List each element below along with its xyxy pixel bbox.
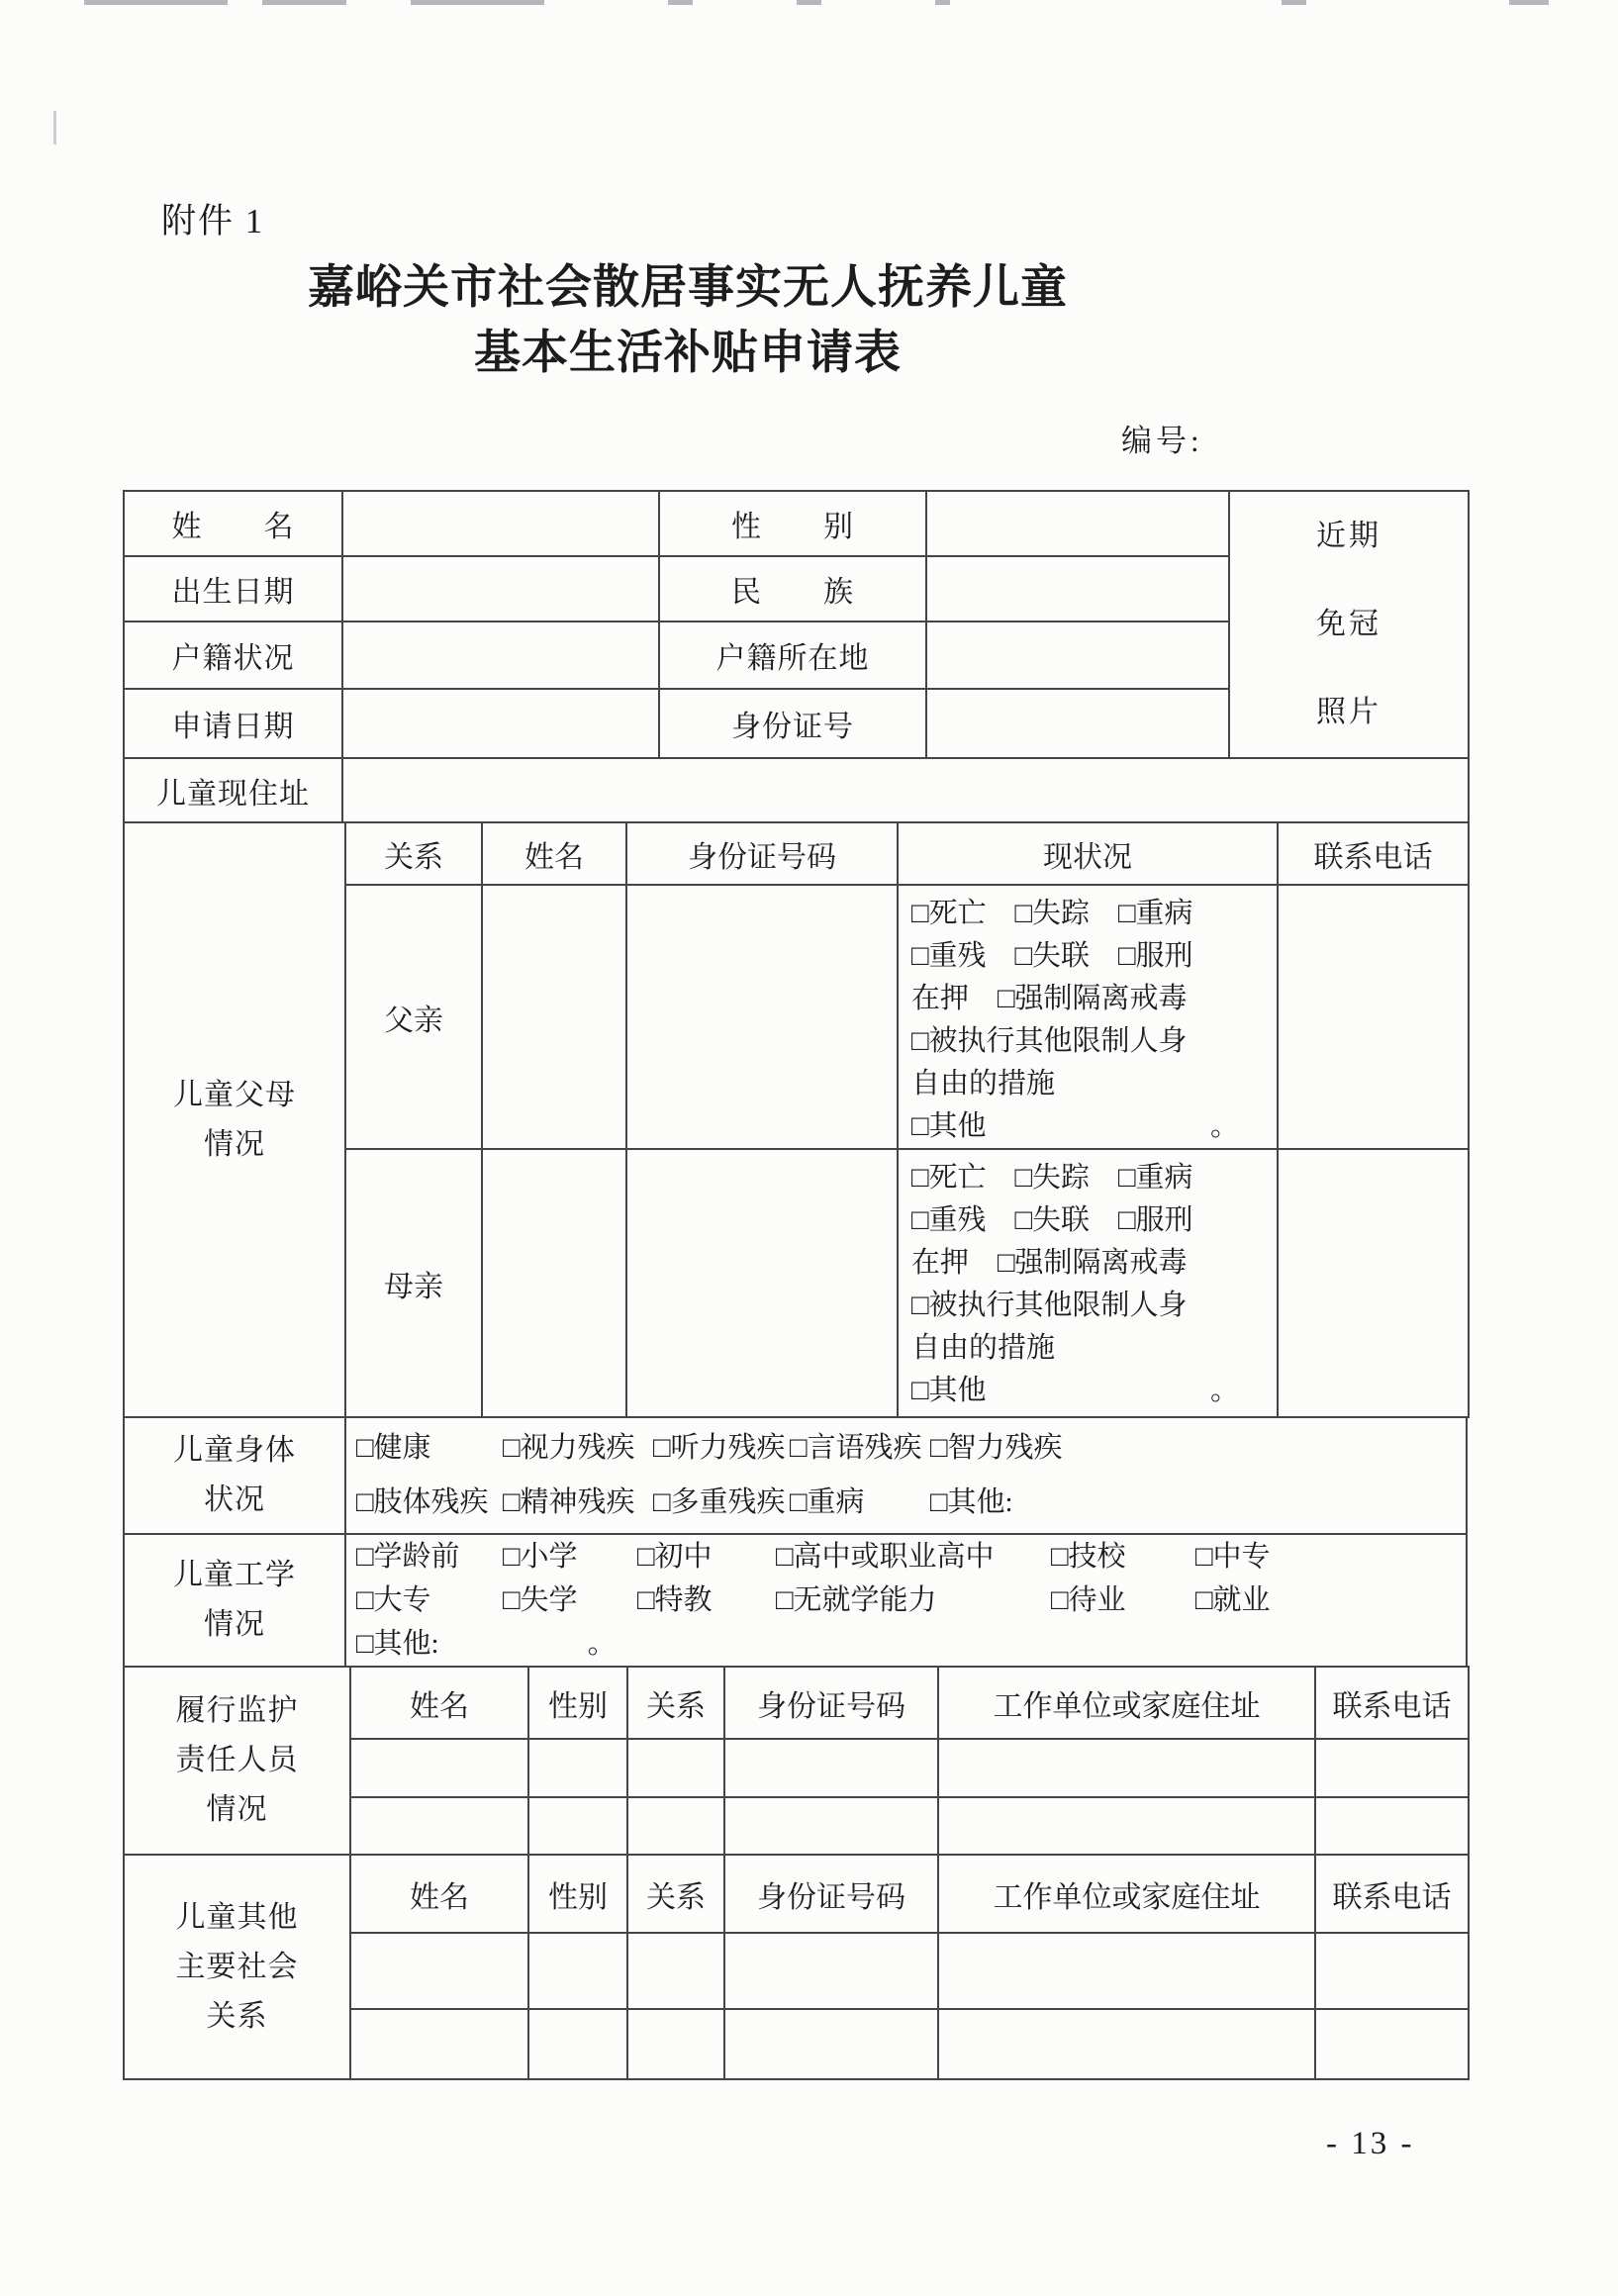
scan-artifact [1282,0,1306,5]
checkbox-option: □高中或职业高中 [776,1541,995,1573]
application-form [123,490,1468,2080]
status-other-period: 。 [1209,1110,1239,1142]
status-checkbox-line: □重残 □失联 □服刑 [911,940,1193,972]
parents-table [123,821,1470,1418]
social-id-cell [724,2009,938,2079]
social-relation-cell [627,2009,724,2079]
scan-artifact [411,0,544,5]
apply-date-label: 申请日期 [124,689,342,758]
social-section-label-line: 儿童其他 [175,1900,299,1934]
schooling-other-period: 。 [587,1628,617,1660]
scan-artifact [53,111,56,144]
health-section-label-line: 儿童身体 [173,1434,296,1467]
guardian-section-label-line: 履行监护 [175,1694,299,1727]
table-row [124,758,1469,822]
col-header-gender: 性别 [528,1855,627,1933]
checkbox-option: □健康 [356,1432,431,1464]
household-status-label: 户籍状况 [124,622,342,688]
mother-name-cell [482,1149,626,1417]
social-gender-cell [528,1933,627,2009]
document-title [123,255,1253,386]
col-header-name: 姓名 [482,822,626,885]
social-section-label-line: 主要社会 [175,1950,299,1983]
social-gender-cell [528,2009,627,2079]
table-row [124,1667,1469,1739]
table-row [124,1855,1469,1933]
scan-artifact [1509,0,1549,5]
checkbox-option: □多重残疾 [653,1486,786,1518]
household-status-value-cell [342,622,659,688]
table-row [124,1417,1467,1534]
social-section-label [124,1855,350,2079]
guardian-name-cell [350,1797,528,1855]
ethnicity-value-cell [926,556,1229,622]
schooling-options-cell [345,1534,1467,1667]
checkbox-option: □就业 [1195,1584,1271,1616]
table-row [124,1534,1467,1667]
col-header-relation: 关系 [345,822,482,885]
scan-artifact [262,0,346,5]
status-checkbox-line: □被执行其他限制人身 [911,1025,1188,1057]
photo-text-line: 照片 [1316,696,1381,729]
health-table [123,1416,1468,1535]
guardian-name-cell [350,1739,528,1797]
col-header-relation: 关系 [627,1667,724,1739]
status-other-label: □其他 [911,1110,987,1142]
guardian-phone-cell [1315,1739,1469,1797]
guardian-section-label-line: 情况 [206,1793,268,1826]
checkbox-option: □小学 [503,1541,578,1573]
col-header-id-number: 身份证号码 [626,822,898,885]
checkbox-option: □重病 [790,1486,865,1518]
checkbox-option: □视力残疾 [503,1432,635,1464]
guardian-section-label-line: 责任人员 [175,1744,299,1776]
col-header-phone: 联系电话 [1315,1855,1469,1933]
social-name-cell [350,1933,528,2009]
col-header-id-number: 身份证号码 [724,1667,938,1739]
guardian-phone-cell [1315,1797,1469,1855]
social-work-address-cell [938,2009,1315,2079]
current-address-label: 儿童现住址 [124,758,342,822]
checkbox-option: □中专 [1195,1541,1271,1573]
checkbox-option: □言语残疾 [790,1432,922,1464]
table-row [124,822,1469,885]
current-address-value-cell [342,758,1469,822]
col-header-work-address: 工作单位或家庭住址 [938,1667,1315,1739]
photo-box [1229,491,1469,758]
checkbox-option: □技校 [1051,1541,1126,1573]
status-checkbox-line [911,1105,1267,1148]
guardian-relation-cell [627,1739,724,1797]
mother-id-cell [626,1149,898,1417]
col-header-gender: 性别 [528,1667,627,1739]
checkbox-option: □听力残疾 [653,1432,786,1464]
guardian-gender-cell [528,1739,627,1797]
guardian-section-label [124,1667,350,1855]
schooling-section-label-line: 情况 [204,1608,265,1641]
status-checkbox-line [911,1370,1267,1412]
schooling-options-line [346,1622,1466,1666]
name-value-cell [342,491,659,556]
schooling-section-label [124,1534,345,1667]
scan-artifact [935,0,950,5]
checkbox-option: □初中 [637,1541,713,1573]
guardian-work-address-cell [938,1739,1315,1797]
status-checkbox-line: 在押 □强制隔离戒毒 [911,1247,1188,1279]
checkbox-option: □大专 [356,1584,431,1616]
col-header-work-address: 工作单位或家庭住址 [938,1855,1315,1933]
col-header-name: 姓名 [350,1855,528,1933]
social-phone-cell [1315,2009,1469,2079]
col-header-phone: 联系电话 [1278,822,1469,885]
id-number-label: 身份证号 [659,689,926,758]
checkbox-option: □精神残疾 [503,1486,635,1518]
status-checkbox-line: □死亡 □失踪 □重病 [911,898,1193,929]
id-number-value-cell [926,689,1229,758]
mother-phone-cell [1278,1149,1469,1417]
household-location-label: 户籍所在地 [659,622,926,688]
parents-section-label [124,822,345,1417]
photo-text-line: 近期 [1316,519,1381,552]
parents-section-label-line: 儿童父母 [173,1078,296,1111]
title-line-1: 嘉峪关市社会散居事实无人抚养儿童 [308,262,1068,314]
mother-relation-label: 母亲 [345,1149,482,1417]
basic-info-table [123,490,1470,823]
social-phone-cell [1315,1933,1469,2009]
status-other-period: 。 [1209,1375,1239,1406]
col-header-status: 现状况 [898,822,1278,885]
birthdate-label: 出生日期 [124,556,342,622]
social-section-label-line: 关系 [206,1999,268,2033]
serial-number-label: 编号: [1121,424,1203,458]
schooling-section-label-line: 儿童工学 [173,1559,296,1591]
schooling-table [123,1533,1468,1668]
col-header-phone: 联系电话 [1315,1667,1469,1739]
col-header-id-number: 身份证号码 [724,1855,938,1933]
social-relation-cell [627,1933,724,2009]
checkbox-option: □其他: [930,1486,1013,1518]
apply-date-value-cell [342,689,659,758]
status-checkbox-line: □重残 □失联 □服刑 [911,1204,1193,1236]
status-checkbox-line: 自由的措施 [911,1068,1056,1100]
social-name-cell [350,2009,528,2079]
status-checkbox-line: □被执行其他限制人身 [911,1290,1188,1321]
mother-status-cell [898,1149,1278,1417]
health-section-label-line: 状况 [204,1483,265,1516]
health-options-line [346,1421,1466,1476]
guardian-work-address-cell [938,1797,1315,1855]
social-id-cell [724,1933,938,2009]
checkbox-option: □无就学能力 [776,1584,937,1616]
guardian-relation-cell [627,1797,724,1855]
guardian-gender-cell [528,1797,627,1855]
father-phone-cell [1278,885,1469,1149]
checkbox-option: □待业 [1051,1584,1126,1616]
guardian-id-cell [724,1797,938,1855]
status-checkbox-line: □死亡 □失踪 □重病 [911,1162,1193,1194]
ethnicity-label: 民 族 [659,556,926,622]
scan-artifact [668,0,693,5]
social-relations-table [123,1854,1470,2080]
gender-value-cell [926,491,1229,556]
gender-label: 性 别 [659,491,926,556]
checkbox-option: □智力残疾 [930,1432,1063,1464]
checkbox-option: □特教 [637,1584,713,1616]
status-other-label: □其他 [911,1375,987,1406]
father-name-cell [482,885,626,1149]
birthdate-value-cell [342,556,659,622]
attachment-label: 附件 1 [161,202,265,240]
guardian-table [123,1666,1470,1856]
father-id-cell [626,885,898,1149]
status-checkbox-line: 自由的措施 [911,1332,1056,1364]
parents-section-label-line: 情况 [204,1127,265,1161]
page-number: - 13 - [1326,2126,1415,2161]
col-header-relation: 关系 [627,1855,724,1933]
health-options-cell [345,1417,1467,1534]
checkbox-option: □肢体残疾 [356,1486,489,1518]
checkbox-option: □学龄前 [356,1541,460,1573]
name-label: 姓 名 [124,491,342,556]
schooling-options-line [346,1535,1466,1578]
father-relation-label: 父亲 [345,885,482,1149]
col-header-name: 姓名 [350,1667,528,1739]
health-options-line [346,1476,1466,1530]
photo-text-line: 免冠 [1316,607,1381,640]
table-row [124,491,1469,556]
scan-artifact [797,0,821,5]
checkbox-option: □其他: [356,1628,439,1660]
title-line-2: 基本生活补贴申请表 [474,328,902,379]
checkbox-option: □失学 [503,1584,578,1616]
health-section-label [124,1417,345,1534]
guardian-id-cell [724,1739,938,1797]
father-status-cell [898,885,1278,1149]
household-location-value-cell [926,622,1229,688]
scan-artifact [84,0,228,5]
social-work-address-cell [938,1933,1315,2009]
schooling-options-line [346,1578,1466,1622]
status-checkbox-line: 在押 □强制隔离戒毒 [911,983,1188,1014]
